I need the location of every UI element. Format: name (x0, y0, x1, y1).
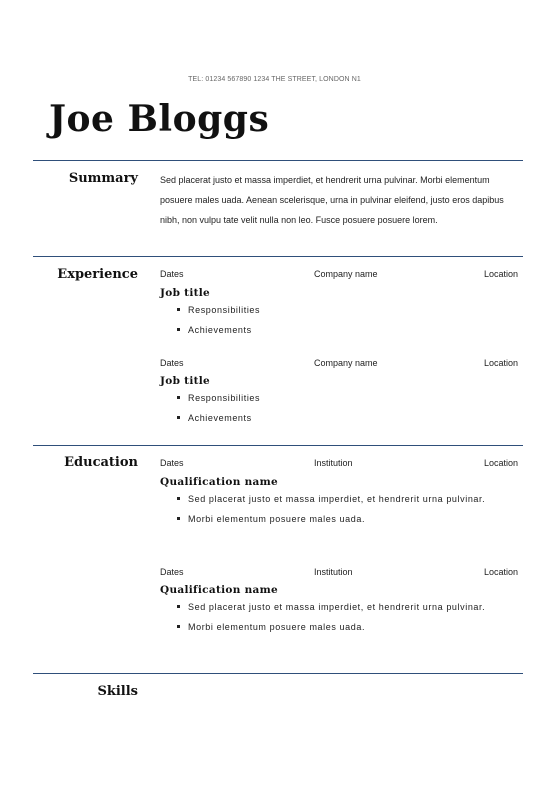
entry-meta (160, 456, 518, 470)
divider (33, 673, 523, 674)
entry-company: Company name (314, 269, 378, 279)
entry-institution: Institution (314, 567, 353, 577)
entry-institution: Institution (314, 458, 353, 468)
job-title: Job title (160, 287, 211, 299)
divider (33, 160, 523, 161)
entry-dates: Dates (160, 458, 184, 468)
list-item: Sed placerat justo et massa imperdiet, et hendrerit urna pulvinar. (160, 597, 528, 617)
bullet-list (160, 489, 518, 529)
summary-text: Sed placerat justo et massa imperdiet, et hendrerit urna pulvinar. Morbi elementum posuere males uada. Aenean scelerisque, urna in pulvinar eleifend, justo eros dapibus nibh, non vulpu tate velit nulla non leo. Fusce posuere posuere lorem. (160, 175, 504, 225)
experience-entry (160, 356, 518, 428)
education-heading: Education (64, 455, 138, 470)
entry-location: Location (483, 269, 518, 279)
entry-company: Company name (314, 358, 378, 368)
entry-location: Location (483, 458, 518, 468)
entry-meta (160, 267, 518, 281)
list-item: Morbi elementum posuere males uada. (160, 617, 528, 637)
job-title: Job title (160, 375, 211, 387)
contact-line: TEL: 01234 567890 1234 THE STREET, LONDON N1 (188, 76, 361, 83)
list-item: Responsibilities (160, 388, 528, 408)
list-item: Responsibilities (160, 300, 528, 320)
entry-meta (160, 565, 518, 579)
divider (33, 445, 523, 446)
entry-location: Location (483, 567, 518, 577)
experience-heading: Experience (57, 267, 138, 282)
list-item: Sed placerat justo et massa imperdiet, et hendrerit urna pulvinar. (160, 489, 528, 509)
list-item: Achievements (160, 408, 528, 428)
experience-entry (160, 267, 518, 340)
entry-dates: Dates (160, 358, 184, 368)
qualification-name: Qualification name (160, 476, 279, 488)
list-item: Morbi elementum posuere males uada. (160, 509, 528, 529)
list-item: Achievements (160, 320, 528, 340)
skills-heading: Skills (97, 684, 138, 699)
entry-location: Location (483, 358, 518, 368)
qualification-name: Qualification name (160, 584, 279, 596)
bullet-list (160, 388, 518, 428)
entry-meta (160, 356, 518, 370)
entry-dates: Dates (160, 567, 184, 577)
education-entry (160, 456, 518, 529)
education-entry (160, 565, 518, 637)
candidate-name: Joe Bloggs (49, 98, 270, 140)
divider (33, 256, 523, 257)
entry-dates: Dates (160, 269, 184, 279)
bullet-list (160, 597, 518, 637)
bullet-list (160, 300, 518, 340)
summary-heading: Summary (68, 171, 138, 186)
